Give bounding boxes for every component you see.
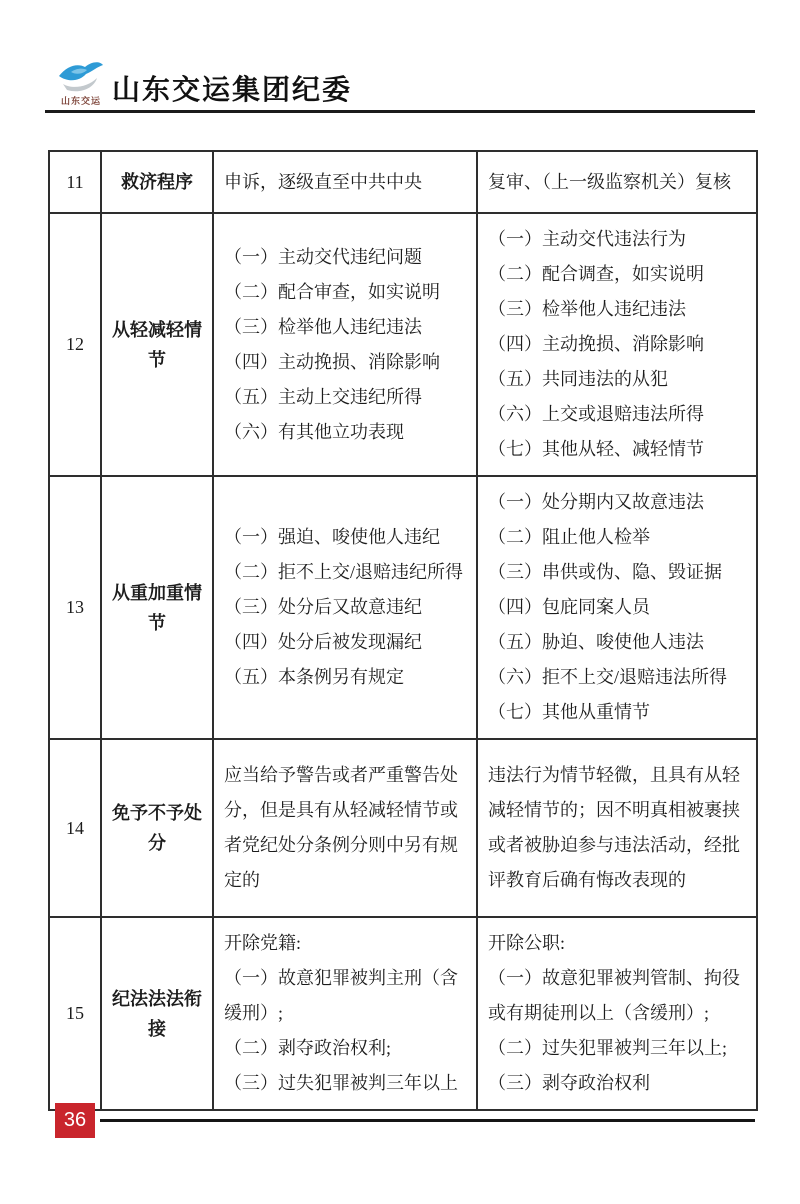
bird-logo-icon [57,58,105,96]
row-category: 从重加重情节 [101,476,213,739]
text-line: （五）主动上交违纪所得 [224,386,422,407]
text-line: （三）剥夺政治权利 [488,1073,650,1093]
text-line: （三）串供或伪、隐、毁证据 [488,562,722,582]
row-number: 11 [49,151,101,213]
law-supervision-cell [477,476,757,739]
text-line: （五）胁迫、唆使他人违法 [488,632,704,652]
text-line: （六）上交或退赔违法所得 [488,404,704,424]
table-row [49,739,757,917]
table-row [49,476,757,739]
row-category: 救济程序 [101,151,213,213]
text-line: 违法行为情节轻微，且具有从轻减轻情节的；因不明真相被裹挟或者被胁迫参与违法活动，经批评教育后确有悔改表现的 [488,765,740,890]
text-line: （二）拒不上交/退赔违纪所得 [224,562,463,582]
text-line: （四）主动挽损、消除影响 [224,351,440,372]
text-line: （七）其他从轻、减轻情节 [488,439,704,459]
table-row [49,213,757,476]
party-discipline-cell [213,739,477,917]
party-discipline-cell [213,917,477,1110]
text-line: （二）配合调查，如实说明 [488,264,704,284]
text-line: （一）主动交代违法行为 [488,229,686,249]
text-line: （三）过失犯罪被判三年以上 [224,1073,458,1093]
text-line: （四）包庇同案人员 [488,597,650,617]
text-line: （六）有其他立功表现 [224,421,404,442]
text-line: 申诉，逐级直至中共中央 [224,172,422,192]
text-line: （三）检举他人违纪违法 [224,316,422,337]
text-line: （四）处分后被发现漏纪 [224,632,422,652]
text-line: 应当给予警告或者严重警告处分，但是具有从轻减轻情节或者党纪处分条例分则中另有规定的 [224,765,458,890]
text-line: （二）阻止他人检举 [488,527,650,547]
text-line: （一）处分期内又故意违法 [488,492,704,512]
row-category: 免予不予处分 [101,739,213,917]
text-line: （五）共同违法的从犯 [488,369,668,389]
text-line: （六）拒不上交/退赔违法所得 [488,667,727,687]
text-line: （四）主动挽损、消除影响 [488,334,704,354]
footer-divider [100,1119,755,1122]
page-title: 山东交运集团纪委 [112,74,353,105]
text-line: （二）配合审查，如实说明 [224,281,440,302]
row-category: 纪法法法衔接 [101,917,213,1110]
text-line: （三）处分后又故意违纪 [224,597,422,617]
text-line: 开除党籍: [224,933,302,953]
row-number: 14 [49,739,101,917]
row-number: 15 [49,917,101,1110]
party-discipline-cell [213,213,477,476]
law-supervision-cell [477,151,757,213]
text-line: （五）本条例另有规定 [224,667,404,687]
row-number: 12 [49,213,101,476]
text-line: （一）故意犯罪被判主刑（含缓刑）; [224,968,458,1023]
page-number-badge: 36 [55,1103,95,1138]
party-discipline-cell [213,151,477,213]
party-discipline-cell [213,476,477,739]
text-line: 开除公职: [488,933,566,953]
law-supervision-cell [477,917,757,1110]
table-row [49,917,757,1110]
discipline-table-container [48,150,756,1111]
row-number: 13 [49,476,101,739]
row-category: 从轻减轻情节 [101,213,213,476]
text-line: （七）其他从重情节 [488,702,650,722]
text-line: （二）过失犯罪被判三年以上; [488,1038,727,1058]
text-line: （一）主动交代违纪问题 [224,246,422,267]
text-line: 复审、（上一级监察机关）复核 [488,172,731,192]
text-line: （一）故意犯罪被判管制、拘役或有期徒刑以上（含缓刑）; [488,968,740,1023]
text-line: （二）剥夺政治权利; [224,1038,392,1058]
company-logo [55,58,107,110]
table-row [49,151,757,213]
logo-caption: 山东交运 [60,96,101,106]
law-supervision-cell [477,213,757,476]
text-line: （一）强迫、唆使他人违纪 [224,527,440,547]
text-line: （三）检举他人违纪违法 [488,299,686,319]
law-supervision-cell [477,739,757,917]
header-divider [45,110,755,113]
discipline-table [48,150,758,1111]
